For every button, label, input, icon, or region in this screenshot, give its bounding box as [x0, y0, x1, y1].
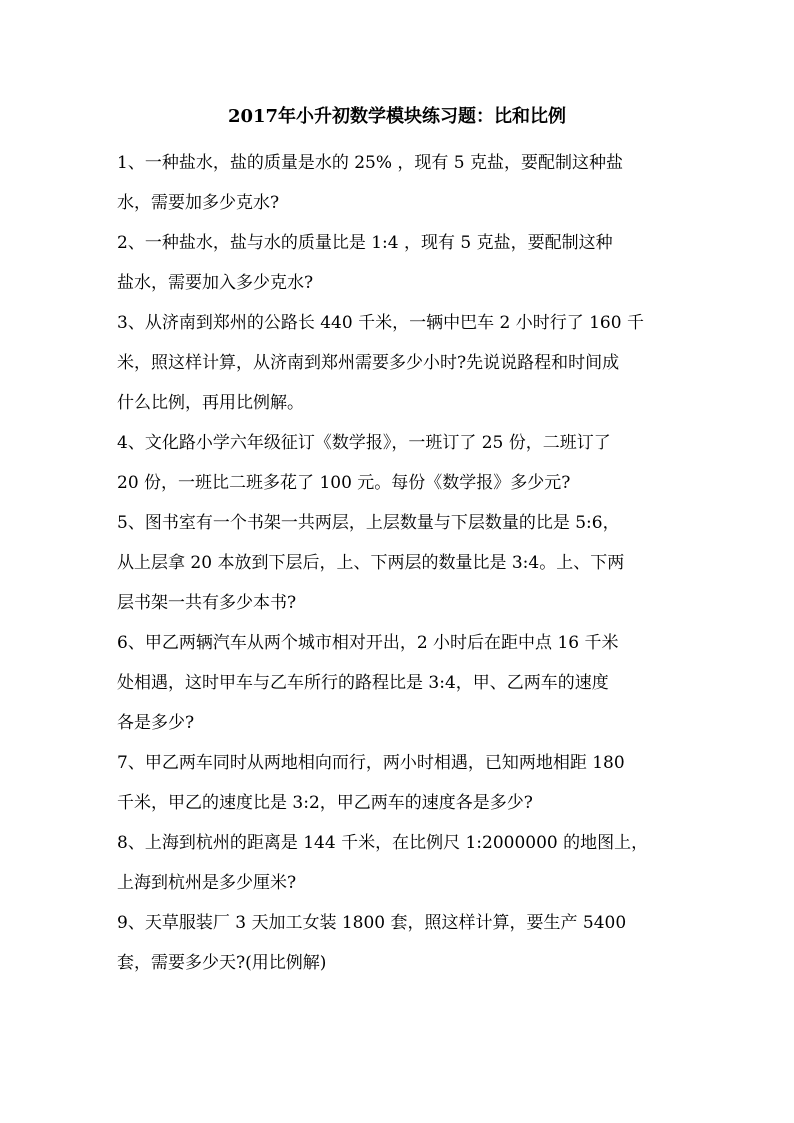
question-1 — [117, 143, 679, 223]
question-7-line-2: 千米，甲乙的速度比是 3:2，甲乙两车的速度各是多少? — [117, 793, 533, 813]
question-4-line-2: 20 份，一班比二班多花了 100 元。每份《数学报》多少元? — [117, 473, 571, 493]
question-3-line-3: 什么比例，再用比例解。 — [117, 393, 304, 413]
question-4-line-1: 4、文化路小学六年级征订《数学报》，一班订了 25 份，二班订了 — [117, 433, 611, 453]
question-4 — [117, 423, 679, 503]
question-9-line-1: 9、天草服装厂 3 天加工女装 1800 套，照这样计算，要生产 5400 — [117, 913, 627, 933]
question-1-line-2: 水，需要加多少克水? — [117, 193, 280, 213]
question-8-line-1: 8、上海到杭州的距离是 144 千米，在比例尺 1:2000000 的地图上， — [117, 833, 649, 853]
question-9 — [117, 903, 679, 983]
question-7-line-1: 7、甲乙两车同时从两地相向而行，两小时相遇，已知两地相距 180 — [117, 753, 625, 773]
question-3-line-2: 米，照这样计算，从济南到郑州需要多少小时?先说说路程和时间成 — [117, 353, 620, 373]
question-6-line-1: 6、甲乙两辆汽车从两个城市相对开出，2 小时后在距中点 16 千米 — [117, 633, 619, 653]
question-6-line-2: 处相遇，这时甲车与乙车所行的路程比是 3:4，甲、乙两车的速度 — [117, 673, 609, 693]
question-3-line-1: 3、从济南到郑州的公路长 440 千米，一辆中巴车 2 小时行了 160 千 — [117, 313, 644, 333]
question-6 — [117, 623, 679, 743]
question-2-line-1: 2、一种盐水，盐与水的质量比是 1:4 ，现有 5 克盐，要配制这种 — [117, 233, 613, 253]
question-5-line-3: 层书架一共有多少本书? — [117, 593, 297, 613]
question-list — [117, 143, 679, 983]
question-5 — [117, 503, 679, 623]
question-2-line-2: 盐水，需要加入多少克水? — [117, 273, 314, 293]
question-3 — [117, 303, 679, 423]
question-8 — [117, 823, 679, 903]
question-5-line-2: 从上层拿 20 本放到下层后，上、下两层的数量比是 3:4。上、下两 — [117, 553, 625, 573]
question-5-line-1: 5、图书室有一个书架一共两层，上层数量与下层数量的比是 5:6， — [117, 513, 620, 533]
question-9-line-2: 套，需要多少天?(用比例解) — [117, 953, 327, 973]
page-title: 2017年小升初数学模块练习题：比和比例 — [227, 106, 567, 127]
question-6-line-3: 各是多少? — [117, 713, 195, 733]
question-7 — [117, 743, 679, 823]
question-2 — [117, 223, 679, 303]
question-8-line-2: 上海到杭州是多少厘米? — [117, 873, 297, 893]
question-1-line-1: 1、一种盐水，盐的质量是水的 25% ，现有 5 克盐，要配制这种盐 — [117, 153, 624, 173]
